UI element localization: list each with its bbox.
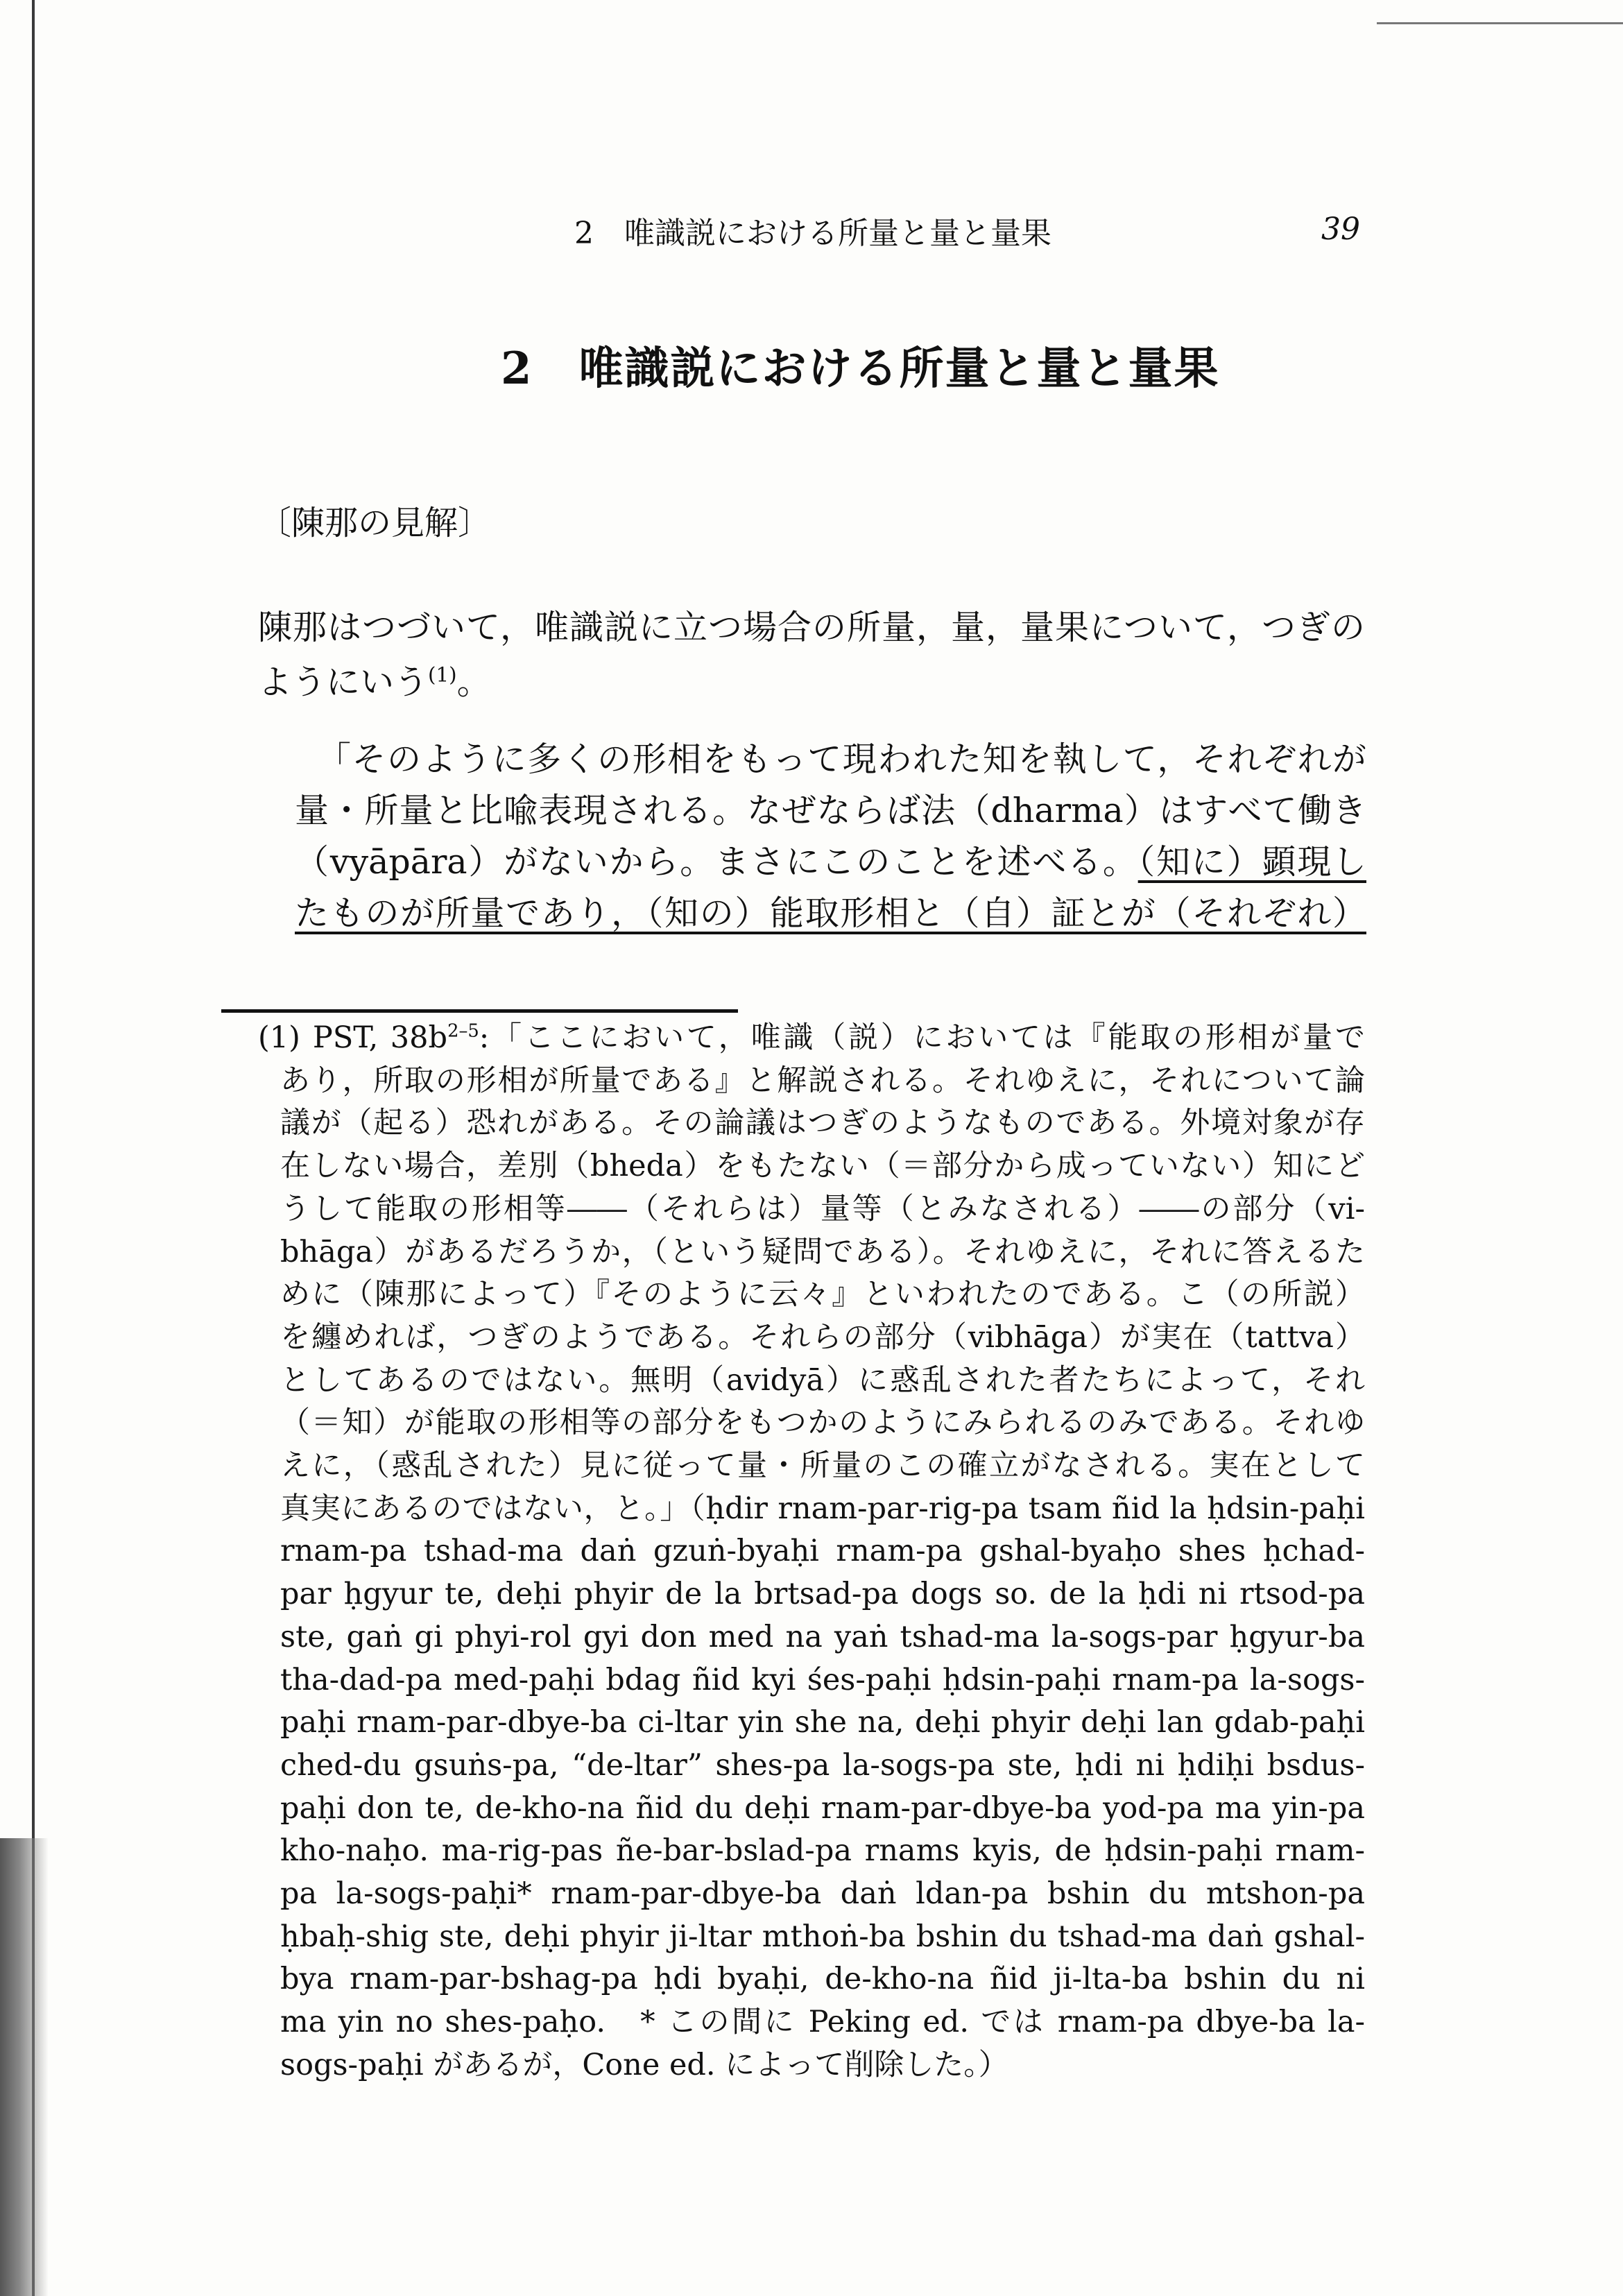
footnote-line [258,1017,1365,1060]
footnote-line: ma yin no shes-paḥo. * この間に Peking ed. では rnam-pa dbye-ba la- [280,2005,1365,2040]
scan-top-line [1377,22,1623,24]
underlined-text: （知に）顕現し [1137,842,1366,882]
footnote-marker: (1) [258,1020,300,1055]
footnote-source-lines: 2–5 [447,1020,479,1042]
quote-line [295,888,1366,939]
footnote-line: えに，（惑乱された）見に従って量・所量のこの確立がなされる。実在として [280,1448,1365,1484]
paragraph-line: 陳那はつづいて，唯識説に立つ場合の所量，量，量果について，つぎの [258,608,1365,647]
footnote-line: ched-du gsuṅs-pa, “de-ltar” shes-pa la-sogs-pa ste, ḥdi ni ḥdiḥi bsdus- [280,1747,1365,1783]
page-number: 39 [1321,212,1360,247]
footnote-line: めに（陳那によって）『そのように云々』といわれたのである。こ（の所説） [280,1277,1365,1312]
footnote-line: paḥi don te, de-kho-na ñid du deḥi rnam-par-dbye-ba yod-pa ma yin-pa [280,1790,1365,1826]
quote-line: 「そのように多くの形相をもって現われた知を執して，それぞれが [317,739,1366,779]
footnote-line: ste, gaṅ gi phyi-rol gyi don med na yaṅ tshad-ma la-sogs-par ḥgyur-ba [280,1619,1365,1654]
footnote-line: 議が（起る）恐れがある。その論議はつぎのようなものである。外境対象が存 [280,1106,1365,1141]
footnote-reference[interactable]: (1) [428,662,457,687]
footnote-line: kho-naḥo. ma-rig-pas ñe-bar-bslad-pa rnams kyis, de ḥdsin-paḥi rnam- [280,1833,1365,1869]
quotation-block [295,734,1366,939]
scan-shadow [0,1838,49,2296]
running-header: 2 唯識説における所量と量と量果 [574,216,1051,251]
footnote-line: paḥi rnam-par-dbye-ba ci-ltar yin she na, deḥi phyir deḥi lan gdab-paḥi [280,1705,1365,1740]
footnote-line: を纏めれば，つぎのようである。それらの部分（vibhāga）が実在（tattva） [280,1319,1365,1355]
subsection-heading: 〔陳那の見解〕 [258,504,492,542]
paragraph-line [258,655,1365,710]
footnote-line: rnam-pa tshad-ma daṅ gzuṅ-byaḥi rnam-pa gshal-byaḥo shes ḥchad- [280,1534,1365,1569]
footnote-line: bya rnam-par-bshag-pa ḥdi byaḥi, de-kho-na ñid ji-lta-ba bshin du ni [280,1962,1365,1997]
underlined-text: たものが所量であり，（知の）能取形相と（自）証とが（それぞれ） [295,893,1366,933]
paragraph-text: ようにいう [258,662,429,702]
footnote-line: sogs-paḥi があるが，Cone ed. によって削除した。） [280,2047,1008,2082]
section-title: 2 唯識説における所量と量と量果 [501,343,1220,395]
quote-text: （vyāpāra）がないから。まさにこのことを述べる。 [295,842,1138,882]
paragraph-text: 。 [456,662,491,702]
footnote-line: うして能取の形相等――（それらは）量等（とみなされる）――の部分（vi- [280,1191,1365,1226]
footnote-text: :「ここにおいて，唯識（説）においては『能取の形相が量で [479,1020,1365,1055]
quote-line [295,837,1366,888]
footnote-line: ḥbaḥ-shig ste, deḥi phyir ji-ltar mthoṅ-ba bshin du tshad-ma daṅ gshal- [280,1919,1365,1954]
footnote-line: （＝知）が能取の形相等の部分をもつかのようにみられるのみである。それゆ [280,1405,1365,1441]
footnote-source: PST, 38b [312,1020,448,1055]
footnote-line: tha-dad-pa med-paḥi bdag ñid kyi śes-paḥi ḥdsin-paḥi rnam-pa la-sogs- [280,1662,1365,1697]
footnote-line: par ḥgyur te, deḥi phyir de la brtsad-pa dogs so. de la ḥdi ni rtsod-pa [280,1577,1365,1612]
quote-line: 量・所量と比喩表現される。なぜならば法（dharma）はすべて働き [295,791,1366,830]
footnote [258,1017,1365,2087]
footnote-line: 真実にあるのではない，と。」（ḥdir rnam-par-rig-pa tsam ñid la ḥdsin-paḥi [280,1491,1365,1526]
footnote-divider [221,1009,738,1013]
footnote-line: bhāga）があるだろうか，（という疑問である）。それゆえに，それに答えるた [280,1234,1365,1269]
intro-paragraph [258,600,1365,710]
footnote-line: 在しない場合，差別（bheda）をもたない（＝部分から成っていない）知にど [280,1149,1365,1184]
footnote-line: あり，所取の形相が所量である』と解説される。それゆえに，それについて論 [280,1063,1365,1098]
footnote-line: pa la-sogs-paḥi* rnam-par-dbye-ba daṅ ldan-pa bshin du mtshon-pa [280,1876,1365,1912]
footnote-line: としてあるのではない。無明（avidyā）に惑乱された者たちによって，それ [280,1362,1365,1398]
